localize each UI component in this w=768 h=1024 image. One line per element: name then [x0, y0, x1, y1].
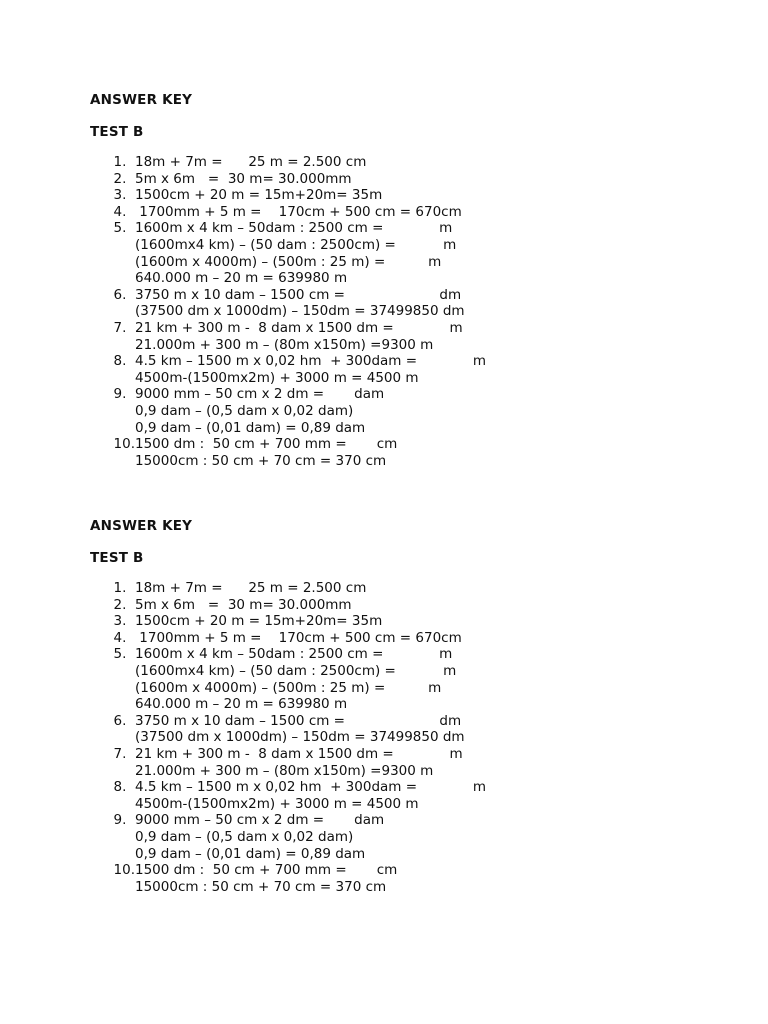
- item-number: 8.: [113, 353, 135, 370]
- item-body: [135, 646, 730, 712]
- item-line: 18m + 7m = 25 m = 2.500 cm: [135, 154, 367, 170]
- item-line: 1600m x 4 km – 50dam : 2500 cm = m: [135, 220, 453, 237]
- item-line: 0,9 dam – (0,01 dam) = 0,89 dam: [135, 419, 366, 436]
- item-body: [135, 353, 730, 386]
- item-number: 6.: [113, 712, 135, 729]
- item-line: (1600m x 4000m) – (500m : 25 m) = m: [135, 679, 442, 696]
- item-line: 1500cm + 20 m = 15m+20m= 35m: [135, 187, 383, 204]
- item-number: 7.: [113, 745, 135, 762]
- item-body: [135, 204, 730, 221]
- list-item: [90, 171, 730, 188]
- item-line: (37500 dm x 1000dm) – 150dm = 37499850 dm: [135, 729, 465, 746]
- item-number: 4.: [113, 629, 135, 646]
- list-item: [90, 630, 730, 647]
- item-line: 1500cm + 20 m = 15m+20m= 35m: [135, 613, 383, 630]
- list-item: [90, 646, 730, 712]
- item-number: 7.: [113, 319, 135, 336]
- item-line: 4.5 km – 1500 m x 0,02 hm + 300dam = m: [135, 779, 486, 796]
- item-line: 1500 dm : 50 cm + 700 mm = cm: [135, 436, 398, 453]
- answer-list: [90, 154, 730, 469]
- item-body: [135, 613, 730, 630]
- list-item: [90, 713, 730, 746]
- item-line: 4500m-(1500mx2m) + 3000 m = 4500 m: [135, 369, 419, 386]
- item-line: 4.5 km – 1500 m x 0,02 hm + 300dam = m: [135, 353, 486, 370]
- item-number: 2.: [113, 596, 135, 613]
- item-line: 21 km + 300 m - 8 dam x 1500 dm = m: [135, 745, 463, 762]
- list-item: [90, 154, 730, 171]
- list-item: [90, 613, 730, 630]
- item-number: 10.: [113, 862, 135, 879]
- item-body: [135, 386, 730, 436]
- item-number: 3.: [113, 613, 135, 630]
- item-line: 1700mm + 5 m = 170cm + 500 cm = 670cm: [135, 629, 462, 646]
- answer-key-heading: ANSWER KEY: [90, 518, 193, 534]
- item-body: [135, 779, 730, 812]
- item-number: 1.: [113, 580, 135, 596]
- item-line: 3750 m x 10 dam – 1500 cm = dm: [135, 286, 462, 303]
- item-number: 3.: [113, 187, 135, 204]
- list-item: [90, 779, 730, 812]
- item-body: [135, 713, 730, 746]
- item-number: 9.: [113, 812, 135, 829]
- list-item: [90, 187, 730, 204]
- item-body: [135, 862, 730, 895]
- item-body: [135, 154, 730, 171]
- answer-list: [90, 580, 730, 895]
- item-body: [135, 436, 730, 469]
- item-body: [135, 630, 730, 647]
- item-line: 0,9 dam – (0,5 dam x 0,02 dam): [135, 402, 354, 419]
- list-item: [90, 320, 730, 353]
- list-item: [90, 812, 730, 862]
- answer-key-section-1: [90, 90, 730, 469]
- item-number: 5.: [113, 646, 135, 663]
- item-body: [135, 597, 730, 614]
- list-item: [90, 746, 730, 779]
- item-body: [135, 320, 730, 353]
- item-line: 5m x 6m = 30 m= 30.000mm: [135, 170, 352, 187]
- item-body: [135, 287, 730, 320]
- item-line: 1500 dm : 50 cm + 700 mm = cm: [135, 862, 398, 879]
- test-heading: TEST B: [90, 124, 144, 140]
- list-item: [90, 580, 730, 597]
- item-line: 21 km + 300 m - 8 dam x 1500 dm = m: [135, 319, 463, 336]
- item-line: 0,9 dam – (0,5 dam x 0,02 dam): [135, 828, 354, 845]
- item-line: 9000 mm – 50 cm x 2 dm = dam: [135, 812, 385, 829]
- item-number: 8.: [113, 779, 135, 796]
- item-body: [135, 171, 730, 188]
- item-number: 4.: [113, 203, 135, 220]
- test-heading: TEST B: [90, 550, 144, 566]
- list-item: [90, 287, 730, 320]
- item-line: 1600m x 4 km – 50dam : 2500 cm = m: [135, 646, 453, 663]
- item-line: 21.000m + 300 m – (80m x150m) =9300 m: [135, 336, 434, 353]
- item-number: 1.: [113, 154, 135, 170]
- item-number: 10.: [113, 436, 135, 453]
- item-line: 15000cm : 50 cm + 70 cm = 370 cm: [135, 452, 387, 469]
- list-item: [90, 597, 730, 614]
- item-line: 0,9 dam – (0,01 dam) = 0,89 dam: [135, 845, 366, 862]
- item-number: 2.: [113, 170, 135, 187]
- item-line: 1700mm + 5 m = 170cm + 500 cm = 670cm: [135, 203, 462, 220]
- answer-key-section-2: [90, 516, 730, 895]
- list-item: [90, 436, 730, 469]
- item-body: [135, 187, 730, 204]
- list-item: [90, 353, 730, 386]
- item-line: 15000cm : 50 cm + 70 cm = 370 cm: [135, 878, 387, 895]
- item-line: 4500m-(1500mx2m) + 3000 m = 4500 m: [135, 795, 419, 812]
- item-line: 9000 mm – 50 cm x 2 dm = dam: [135, 386, 385, 403]
- item-line: (37500 dm x 1000dm) – 150dm = 37499850 dm: [135, 303, 465, 320]
- item-line: 21.000m + 300 m – (80m x150m) =9300 m: [135, 762, 434, 779]
- item-number: 5.: [113, 220, 135, 237]
- item-number: 9.: [113, 386, 135, 403]
- item-line: 3750 m x 10 dam – 1500 cm = dm: [135, 712, 462, 729]
- item-line: 640.000 m – 20 m = 639980 m: [135, 696, 348, 713]
- item-line: 5m x 6m = 30 m= 30.000mm: [135, 596, 352, 613]
- item-body: [135, 220, 730, 286]
- list-item: [90, 862, 730, 895]
- item-line: (1600mx4 km) – (50 dam : 2500cm) = m: [135, 662, 457, 679]
- item-body: [135, 746, 730, 779]
- item-line: 18m + 7m = 25 m = 2.500 cm: [135, 580, 367, 596]
- answer-key-heading: ANSWER KEY: [90, 92, 193, 108]
- list-item: [90, 220, 730, 286]
- item-body: [135, 580, 730, 597]
- item-body: [135, 812, 730, 862]
- list-item: [90, 204, 730, 221]
- item-line: (1600m x 4000m) – (500m : 25 m) = m: [135, 253, 442, 270]
- item-line: 640.000 m – 20 m = 639980 m: [135, 270, 348, 287]
- item-number: 6.: [113, 286, 135, 303]
- list-item: [90, 386, 730, 436]
- item-line: (1600mx4 km) – (50 dam : 2500cm) = m: [135, 236, 457, 253]
